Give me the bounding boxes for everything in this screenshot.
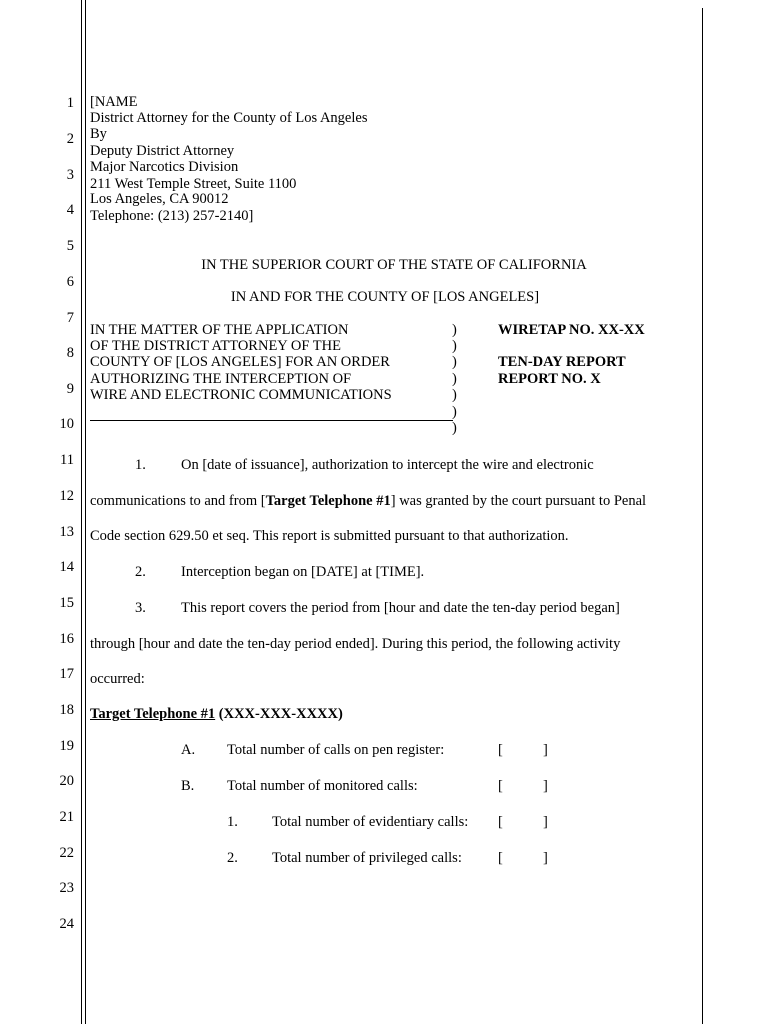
item-marker: 1. — [227, 814, 238, 830]
line-number: 13 — [59, 524, 74, 540]
caption-paren: ) — [452, 404, 457, 420]
paragraph-number: 1. — [135, 457, 146, 473]
caption-paren: ) — [452, 354, 457, 370]
target-telephone-number: (XXX-XXX-XXXX) — [215, 706, 343, 722]
line-number: 19 — [59, 738, 74, 754]
item-label: Total number of monitored calls: — [227, 778, 418, 794]
target-telephone-heading — [90, 706, 343, 722]
caption-left-line: COUNTY OF [LOS ANGELES] FOR AN ORDER — [90, 354, 390, 370]
court-name: IN THE SUPERIOR COURT OF THE STATE OF CALIFORNIA — [201, 257, 587, 273]
paragraph-1-line-2 — [90, 493, 646, 509]
header-line-division: Major Narcotics Division — [90, 159, 239, 175]
line-number: 6 — [66, 274, 74, 290]
header-line-city: Los Angeles, CA 90012 — [90, 191, 229, 207]
header-line-name: [NAME — [90, 94, 138, 110]
line-number: 22 — [59, 845, 74, 861]
caption-left-line: OF THE DISTRICT ATTORNEY OF THE — [90, 338, 341, 354]
caption-paren: ) — [452, 338, 457, 354]
item-label: Total number of calls on pen register: — [227, 742, 445, 758]
target-telephone-label: Target Telephone #1 — [90, 706, 216, 722]
item-label: Total number of privileged calls: — [272, 850, 462, 866]
item-marker: B. — [181, 778, 195, 794]
header-line-telephone: Telephone: (213) 257-2140] — [90, 208, 254, 224]
caption-left-line: IN THE MATTER OF THE APPLICATION — [90, 322, 349, 338]
line-number: 12 — [59, 488, 74, 504]
paragraph-3-line-3: occurred: — [90, 671, 145, 687]
right-margin-rule — [702, 8, 703, 1024]
caption-left-line: WIRE AND ELECTRONIC COMMUNICATIONS — [90, 387, 392, 403]
item-marker: 2. — [227, 850, 238, 866]
value-bracket-open: [ — [498, 778, 503, 794]
line-number: 18 — [59, 702, 74, 718]
line-number: 7 — [66, 310, 74, 326]
caption-left-line: AUTHORIZING THE INTERCEPTION OF — [90, 371, 352, 387]
value-bracket-close: ] — [543, 850, 548, 866]
value-bracket-open: [ — [498, 742, 503, 758]
item-marker: A. — [181, 742, 196, 758]
header-line-by: By — [90, 126, 107, 142]
paragraph-1-line-1: On [date of issuance], authorization to intercept the wire and electronic — [181, 457, 594, 473]
line-number: 15 — [59, 595, 74, 611]
caption-paren: ) — [452, 420, 457, 436]
left-margin-rule-outer — [81, 0, 82, 1024]
value-bracket-close: ] — [543, 742, 548, 758]
item-label: Total number of evidentiary calls: — [272, 814, 469, 830]
report-number: REPORT NO. X — [498, 371, 601, 387]
line-number: 16 — [59, 631, 74, 647]
caption-paren: ) — [452, 371, 457, 387]
paragraph-text: communications to and from [ — [90, 493, 266, 509]
paragraph-3-line-2: through [hour and date the ten-day period ended]. During this period, the following activity — [90, 636, 621, 652]
paragraph-1-line-3: Code section 629.50 et seq. This report is submitted pursuant to that authorization. — [90, 528, 569, 544]
left-margin-rule-inner — [85, 0, 86, 1024]
caption-underline — [90, 420, 453, 421]
line-number: 14 — [59, 559, 74, 575]
target-telephone-ref: Target Telephone #1 — [265, 493, 391, 509]
court-county: IN AND FOR THE COUNTY OF [LOS ANGELES] — [230, 289, 540, 305]
line-number: 1 — [66, 95, 74, 111]
caption-paren: ) — [452, 322, 457, 338]
paragraph-number: 3. — [135, 600, 146, 616]
line-number: 9 — [66, 381, 74, 397]
value-bracket-close: ] — [543, 814, 548, 830]
line-number: 17 — [59, 666, 74, 682]
line-number: 11 — [60, 452, 74, 468]
wiretap-number: WIRETAP NO. XX-XX — [498, 322, 645, 338]
line-number: 4 — [66, 202, 74, 218]
line-number: 3 — [66, 167, 74, 183]
paragraph-2-line-1: Interception began on [DATE] at [TIME]. — [181, 564, 425, 580]
header-line-office: District Attorney for the County of Los Angeles — [90, 110, 368, 126]
line-number: 20 — [59, 773, 74, 789]
paragraph-3-line-1: This report covers the period from [hour and date the ten-day period began] — [181, 600, 620, 616]
value-bracket-close: ] — [543, 778, 548, 794]
value-bracket-open: [ — [498, 850, 503, 866]
line-number: 23 — [59, 880, 74, 896]
header-line-street: 211 West Temple Street, Suite 1100 — [90, 176, 297, 192]
line-number: 10 — [59, 416, 74, 432]
line-number: 2 — [66, 131, 74, 147]
paragraph-text: ] was granted by the court pursuant to Penal — [390, 493, 647, 509]
line-number: 24 — [59, 916, 74, 932]
caption-paren: ) — [452, 387, 457, 403]
line-number: 5 — [66, 238, 74, 254]
report-title: TEN-DAY REPORT — [498, 354, 626, 370]
paragraph-number: 2. — [135, 564, 146, 580]
value-bracket-open: [ — [498, 814, 503, 830]
header-line-deputy: Deputy District Attorney — [90, 143, 235, 159]
line-number: 21 — [59, 809, 74, 825]
line-number: 8 — [66, 345, 74, 361]
